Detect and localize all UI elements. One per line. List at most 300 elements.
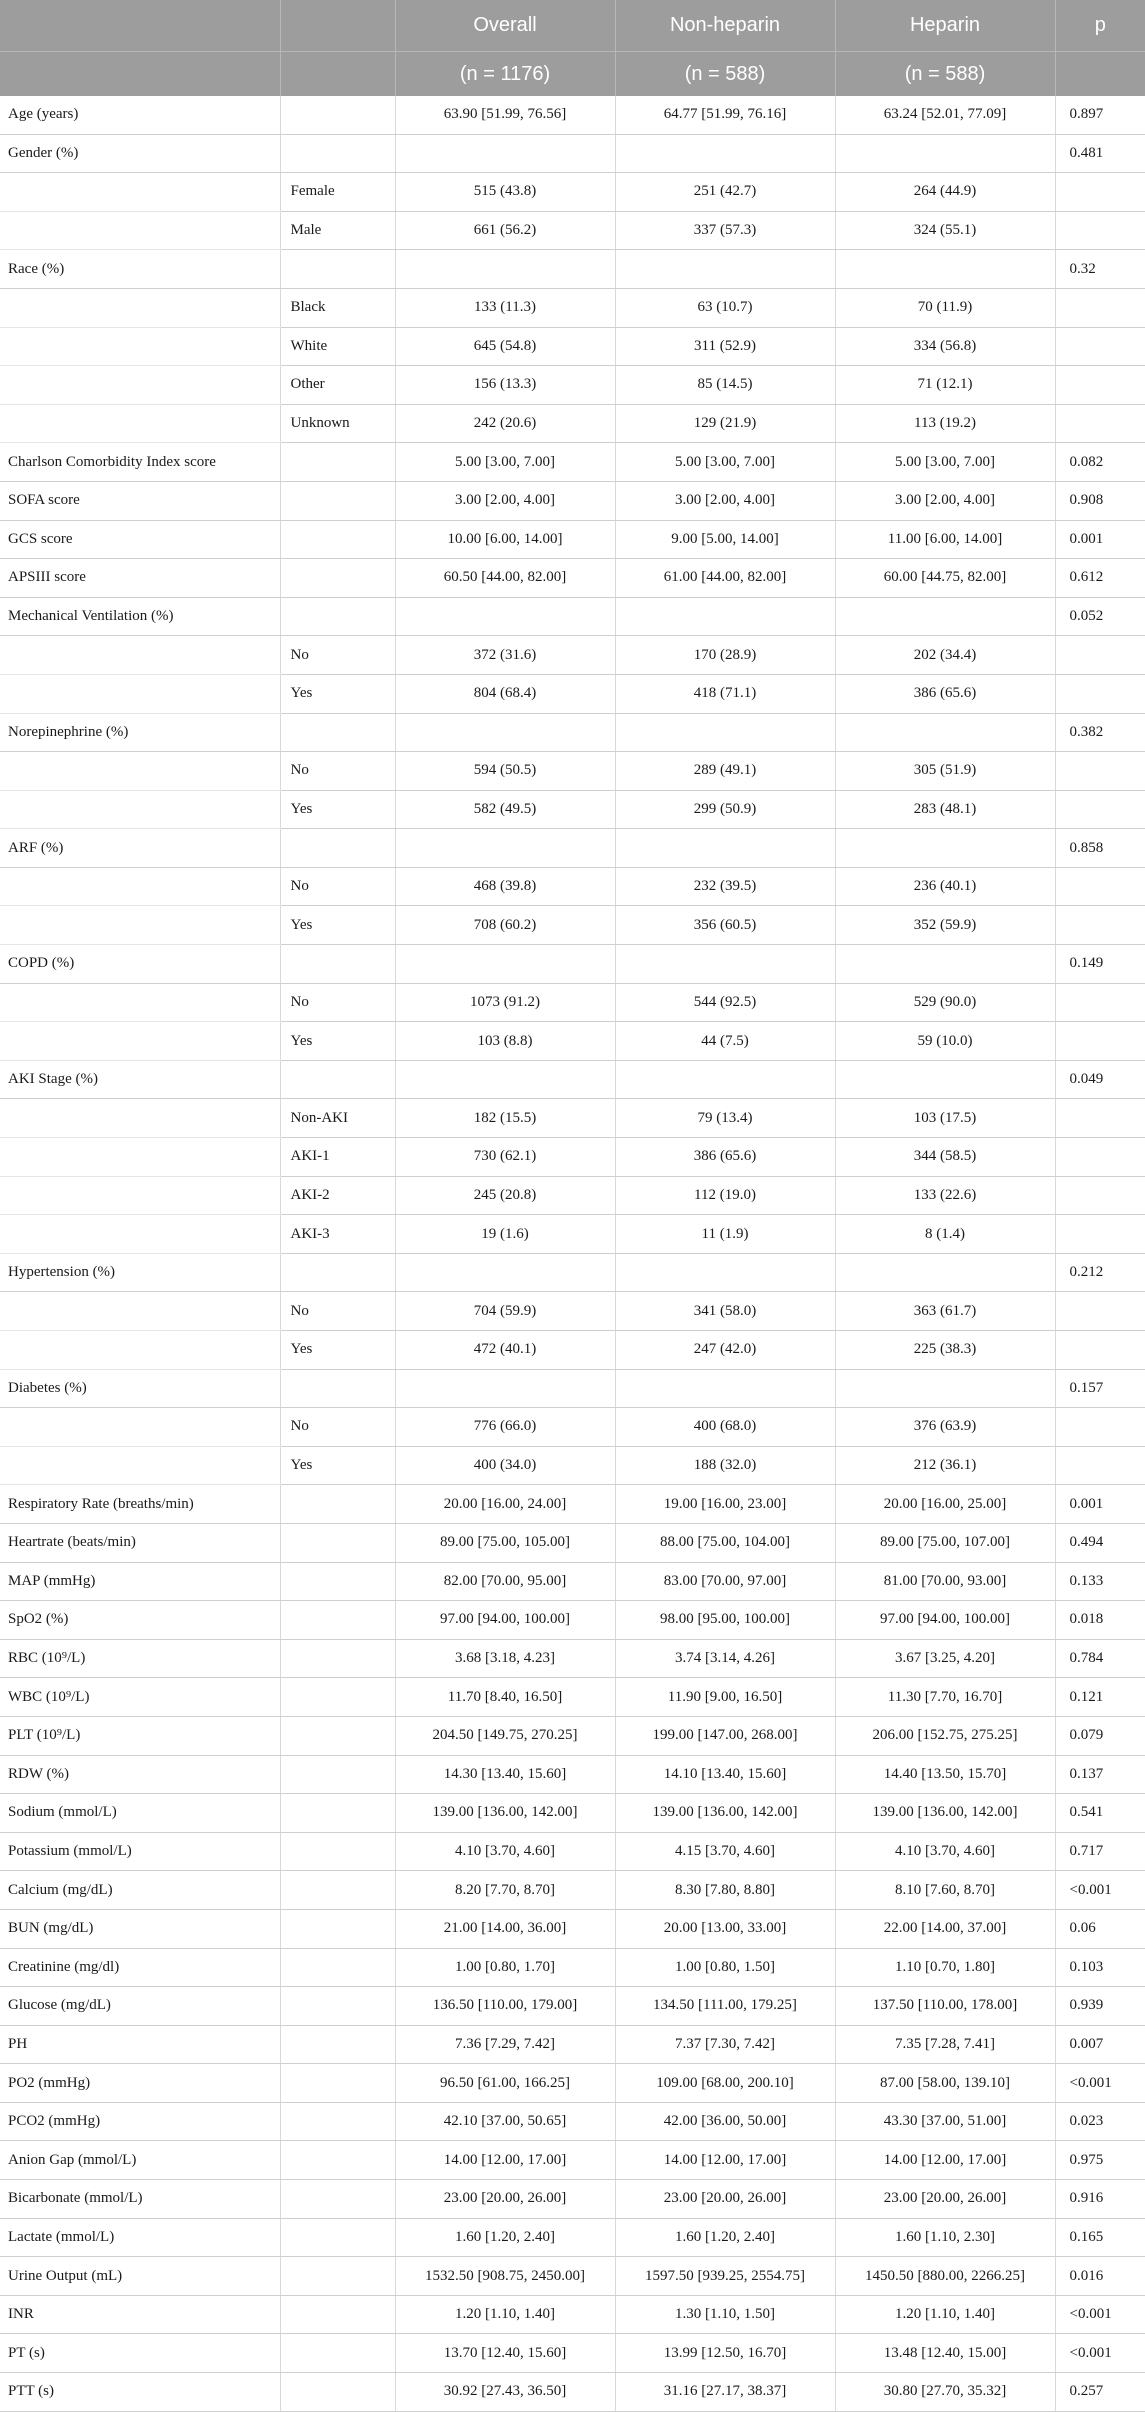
table-row — [0, 983, 1145, 1022]
row-heparin-value — [835, 1253, 1055, 1292]
row-variable: RBC (10⁹/L) — [0, 1639, 280, 1678]
row-heparin-value: 324 (55.1) — [835, 211, 1055, 250]
row-variable: GCS score — [0, 520, 280, 559]
row-overall-value: 63.90 [51.99, 76.56] — [395, 96, 615, 134]
row-overall-value: 776 (66.0) — [395, 1408, 615, 1447]
row-nonheparin-value: 8.30 [7.80, 8.80] — [615, 1871, 835, 1910]
header-n-level — [280, 52, 395, 97]
row-level — [280, 443, 395, 482]
row-overall-value: 4.10 [3.70, 4.60] — [395, 1832, 615, 1871]
table-row — [0, 173, 1145, 212]
row-level — [280, 2102, 395, 2141]
row-nonheparin-value: 199.00 [147.00, 268.00] — [615, 1716, 835, 1755]
row-nonheparin-value: 13.99 [12.50, 16.70] — [615, 2334, 835, 2373]
row-variable: ARF (%) — [0, 829, 280, 868]
row-p-value — [1055, 1446, 1145, 1485]
row-nonheparin-value: 341 (58.0) — [615, 1292, 835, 1331]
row-p-value: 0.32 — [1055, 250, 1145, 289]
row-p-value: 0.212 — [1055, 1253, 1145, 1292]
row-nonheparin-value: 3.00 [2.00, 4.00] — [615, 481, 835, 520]
row-p-value — [1055, 790, 1145, 829]
row-nonheparin-value: 11 (1.9) — [615, 1215, 835, 1254]
row-p-value — [1055, 1292, 1145, 1331]
row-heparin-value: 63.24 [52.01, 77.09] — [835, 96, 1055, 134]
row-level — [280, 1253, 395, 1292]
row-level: Yes — [280, 790, 395, 829]
row-heparin-value: 264 (44.9) — [835, 173, 1055, 212]
row-variable: Lactate (mmol/L) — [0, 2218, 280, 2257]
row-overall-value: 19 (1.6) — [395, 1215, 615, 1254]
row-p-value: 0.137 — [1055, 1755, 1145, 1794]
row-p-value — [1055, 906, 1145, 945]
header-heparin-n: (n = 588) — [835, 52, 1055, 97]
row-nonheparin-value: 63 (10.7) — [615, 288, 835, 327]
row-nonheparin-value: 88.00 [75.00, 104.00] — [615, 1523, 835, 1562]
table-row — [0, 134, 1145, 173]
row-nonheparin-value: 42.00 [36.00, 50.00] — [615, 2102, 835, 2141]
row-overall-value: 1532.50 [908.75, 2450.00] — [395, 2257, 615, 2296]
row-level — [280, 2025, 395, 2064]
row-variable — [0, 1331, 280, 1370]
header-overall-n: (n = 1176) — [395, 52, 615, 97]
row-heparin-value: 20.00 [16.00, 25.00] — [835, 1485, 1055, 1524]
row-level — [280, 945, 395, 984]
row-nonheparin-value: 5.00 [3.00, 7.00] — [615, 443, 835, 482]
row-p-value: 0.481 — [1055, 134, 1145, 173]
row-variable — [0, 211, 280, 250]
row-nonheparin-value: 112 (19.0) — [615, 1176, 835, 1215]
row-overall-value: 5.00 [3.00, 7.00] — [395, 443, 615, 482]
row-variable — [0, 1408, 280, 1447]
row-level — [280, 96, 395, 134]
row-heparin-value: 344 (58.5) — [835, 1138, 1055, 1177]
row-heparin-value: 22.00 [14.00, 37.00] — [835, 1909, 1055, 1948]
row-p-value: 0.165 — [1055, 2218, 1145, 2257]
row-level: AKI-1 — [280, 1138, 395, 1177]
row-overall-value: 14.30 [13.40, 15.60] — [395, 1755, 615, 1794]
row-variable — [0, 404, 280, 443]
row-level: No — [280, 1408, 395, 1447]
row-p-value: 0.717 — [1055, 1832, 1145, 1871]
header-overall: Overall — [395, 0, 615, 52]
row-variable: AKI Stage (%) — [0, 1060, 280, 1099]
row-level: Yes — [280, 1446, 395, 1485]
row-p-value: 0.016 — [1055, 2257, 1145, 2296]
row-p-value: 0.612 — [1055, 559, 1145, 598]
row-variable — [0, 1215, 280, 1254]
row-nonheparin-value: 61.00 [44.00, 82.00] — [615, 559, 835, 598]
row-overall-value: 139.00 [136.00, 142.00] — [395, 1794, 615, 1833]
row-nonheparin-value: 289 (49.1) — [615, 752, 835, 791]
row-variable: Sodium (mmol/L) — [0, 1794, 280, 1833]
row-heparin-value: 3.00 [2.00, 4.00] — [835, 481, 1055, 520]
row-heparin-value: 334 (56.8) — [835, 327, 1055, 366]
row-p-value: 0.975 — [1055, 2141, 1145, 2180]
table-row — [0, 906, 1145, 945]
row-level — [280, 829, 395, 868]
row-overall-value: 594 (50.5) — [395, 752, 615, 791]
row-variable — [0, 1099, 280, 1138]
row-p-value — [1055, 636, 1145, 675]
row-p-value: 0.157 — [1055, 1369, 1145, 1408]
row-variable: Gender (%) — [0, 134, 280, 173]
row-p-value: 0.018 — [1055, 1601, 1145, 1640]
row-overall-value: 515 (43.8) — [395, 173, 615, 212]
row-nonheparin-value: 64.77 [51.99, 76.16] — [615, 96, 835, 134]
row-heparin-value: 113 (19.2) — [835, 404, 1055, 443]
table-row — [0, 2025, 1145, 2064]
row-nonheparin-value: 85 (14.5) — [615, 366, 835, 405]
table-row — [0, 1601, 1145, 1640]
table-header — [0, 0, 1145, 96]
row-nonheparin-value: 188 (32.0) — [615, 1446, 835, 1485]
row-nonheparin-value: 299 (50.9) — [615, 790, 835, 829]
row-variable — [0, 327, 280, 366]
row-heparin-value: 202 (34.4) — [835, 636, 1055, 675]
row-p-value: 0.001 — [1055, 1485, 1145, 1524]
row-p-value — [1055, 867, 1145, 906]
row-level — [280, 559, 395, 598]
row-variable: PO2 (mmHg) — [0, 2064, 280, 2103]
row-heparin-value: 1450.50 [880.00, 2266.25] — [835, 2257, 1055, 2296]
table-row — [0, 752, 1145, 791]
row-heparin-value: 103 (17.5) — [835, 1099, 1055, 1138]
header-n-row — [0, 52, 1145, 97]
row-level — [280, 2257, 395, 2296]
row-variable: Anion Gap (mmol/L) — [0, 2141, 280, 2180]
row-p-value: 0.103 — [1055, 1948, 1145, 1987]
row-level: Yes — [280, 906, 395, 945]
table-row — [0, 211, 1145, 250]
row-level — [280, 713, 395, 752]
row-p-value — [1055, 327, 1145, 366]
table-row — [0, 2257, 1145, 2296]
row-overall-value: 645 (54.8) — [395, 327, 615, 366]
row-p-value: 0.001 — [1055, 520, 1145, 559]
row-heparin-value: 1.60 [1.10, 2.30] — [835, 2218, 1055, 2257]
row-variable — [0, 867, 280, 906]
table-row — [0, 1176, 1145, 1215]
row-heparin-value: 133 (22.6) — [835, 1176, 1055, 1215]
table-row — [0, 945, 1145, 984]
row-level — [280, 1987, 395, 2026]
row-level — [280, 2218, 395, 2257]
table-row — [0, 597, 1145, 636]
row-p-value — [1055, 1215, 1145, 1254]
row-nonheparin-value: 109.00 [68.00, 200.10] — [615, 2064, 835, 2103]
row-p-value: 0.916 — [1055, 2180, 1145, 2219]
row-level — [280, 520, 395, 559]
row-p-value: 0.06 — [1055, 1909, 1145, 1948]
row-variable: Glucose (mg/dL) — [0, 1987, 280, 2026]
row-variable: Hypertension (%) — [0, 1253, 280, 1292]
row-variable: Calcium (mg/dL) — [0, 1871, 280, 1910]
row-p-value — [1055, 173, 1145, 212]
table-row — [0, 481, 1145, 520]
row-heparin-value — [835, 1369, 1055, 1408]
row-overall-value — [395, 1060, 615, 1099]
row-nonheparin-value: 1.00 [0.80, 1.50] — [615, 1948, 835, 1987]
row-p-value — [1055, 1138, 1145, 1177]
row-overall-value: 245 (20.8) — [395, 1176, 615, 1215]
row-heparin-value — [835, 713, 1055, 752]
header-p-n — [1055, 52, 1145, 97]
table-row — [0, 2334, 1145, 2373]
row-nonheparin-value: 11.90 [9.00, 16.50] — [615, 1678, 835, 1717]
row-variable: SpO2 (%) — [0, 1601, 280, 1640]
row-overall-value: 30.92 [27.43, 36.50] — [395, 2373, 615, 2412]
row-level — [280, 134, 395, 173]
row-level — [280, 1909, 395, 1948]
row-heparin-value: 23.00 [20.00, 26.00] — [835, 2180, 1055, 2219]
row-level — [280, 1523, 395, 1562]
table-row — [0, 1948, 1145, 1987]
table-row — [0, 1253, 1145, 1292]
row-nonheparin-value: 1.60 [1.20, 2.40] — [615, 2218, 835, 2257]
row-overall-value — [395, 597, 615, 636]
row-level — [280, 1832, 395, 1871]
row-overall-value: 11.70 [8.40, 16.50] — [395, 1678, 615, 1717]
row-p-value — [1055, 674, 1145, 713]
header-row — [0, 0, 1145, 52]
row-heparin-value — [835, 134, 1055, 173]
row-p-value — [1055, 404, 1145, 443]
row-overall-value: 20.00 [16.00, 24.00] — [395, 1485, 615, 1524]
table-row — [0, 1138, 1145, 1177]
row-nonheparin-value: 247 (42.0) — [615, 1331, 835, 1370]
row-nonheparin-value: 20.00 [13.00, 33.00] — [615, 1909, 835, 1948]
row-overall-value — [395, 250, 615, 289]
row-nonheparin-value: 3.74 [3.14, 4.26] — [615, 1639, 835, 1678]
row-level — [280, 1716, 395, 1755]
table-row — [0, 2141, 1145, 2180]
row-level: Yes — [280, 1331, 395, 1370]
row-heparin-value: 70 (11.9) — [835, 288, 1055, 327]
table-row — [0, 2373, 1145, 2412]
row-level: Non-AKI — [280, 1099, 395, 1138]
row-overall-value: 89.00 [75.00, 105.00] — [395, 1523, 615, 1562]
header-heparin: Heparin — [835, 0, 1055, 52]
row-variable: COPD (%) — [0, 945, 280, 984]
row-nonheparin-value: 232 (39.5) — [615, 867, 835, 906]
row-heparin-value: 89.00 [75.00, 107.00] — [835, 1523, 1055, 1562]
table-row — [0, 1909, 1145, 1948]
row-nonheparin-value — [615, 597, 835, 636]
header-n-variable — [0, 52, 280, 97]
row-p-value — [1055, 983, 1145, 1022]
table-row — [0, 790, 1145, 829]
row-level — [280, 1871, 395, 1910]
table-body — [0, 96, 1145, 2411]
row-p-value: 0.897 — [1055, 96, 1145, 134]
row-overall-value: 103 (8.8) — [395, 1022, 615, 1061]
row-p-value — [1055, 752, 1145, 791]
row-level — [280, 1678, 395, 1717]
row-nonheparin-value: 1.30 [1.10, 1.50] — [615, 2295, 835, 2334]
row-overall-value: 42.10 [37.00, 50.65] — [395, 2102, 615, 2141]
row-heparin-value: 13.48 [12.40, 15.00] — [835, 2334, 1055, 2373]
row-p-value: 0.121 — [1055, 1678, 1145, 1717]
row-p-value: 0.133 — [1055, 1562, 1145, 1601]
row-p-value: 0.382 — [1055, 713, 1145, 752]
row-nonheparin-value — [615, 829, 835, 868]
row-overall-value: 1.60 [1.20, 2.40] — [395, 2218, 615, 2257]
row-p-value: 0.858 — [1055, 829, 1145, 868]
row-overall-value — [395, 1369, 615, 1408]
row-p-value: 0.257 — [1055, 2373, 1145, 2412]
row-nonheparin-value: 311 (52.9) — [615, 327, 835, 366]
row-nonheparin-value: 19.00 [16.00, 23.00] — [615, 1485, 835, 1524]
header-variable — [0, 0, 280, 52]
row-p-value: 0.784 — [1055, 1639, 1145, 1678]
row-heparin-value: 8.10 [7.60, 8.70] — [835, 1871, 1055, 1910]
row-level — [280, 481, 395, 520]
row-p-value — [1055, 1099, 1145, 1138]
row-overall-value: 730 (62.1) — [395, 1138, 615, 1177]
row-nonheparin-value: 9.00 [5.00, 14.00] — [615, 520, 835, 559]
row-nonheparin-value: 139.00 [136.00, 142.00] — [615, 1794, 835, 1833]
table-row — [0, 1331, 1145, 1370]
row-nonheparin-value: 83.00 [70.00, 97.00] — [615, 1562, 835, 1601]
row-overall-value: 468 (39.8) — [395, 867, 615, 906]
row-variable: Creatinine (mg/dl) — [0, 1948, 280, 1987]
table-row — [0, 674, 1145, 713]
row-heparin-value: 206.00 [152.75, 275.25] — [835, 1716, 1055, 1755]
row-level: AKI-2 — [280, 1176, 395, 1215]
row-nonheparin-value: 14.00 [12.00, 17.00] — [615, 2141, 835, 2180]
row-variable: PH — [0, 2025, 280, 2064]
row-overall-value — [395, 829, 615, 868]
row-p-value: 0.939 — [1055, 1987, 1145, 2026]
row-nonheparin-value — [615, 945, 835, 984]
header-level — [280, 0, 395, 52]
table-row — [0, 867, 1145, 906]
row-p-value — [1055, 1331, 1145, 1370]
table-row — [0, 1678, 1145, 1717]
row-overall-value: 97.00 [94.00, 100.00] — [395, 1601, 615, 1640]
table-row — [0, 1755, 1145, 1794]
row-variable: SOFA score — [0, 481, 280, 520]
row-overall-value: 7.36 [7.29, 7.42] — [395, 2025, 615, 2064]
row-heparin-value: 87.00 [58.00, 139.10] — [835, 2064, 1055, 2103]
row-nonheparin-value: 98.00 [95.00, 100.00] — [615, 1601, 835, 1640]
row-level — [280, 1755, 395, 1794]
row-heparin-value — [835, 597, 1055, 636]
row-p-value: 0.149 — [1055, 945, 1145, 984]
row-heparin-value — [835, 1060, 1055, 1099]
row-overall-value: 1073 (91.2) — [395, 983, 615, 1022]
row-variable: Bicarbonate (mmol/L) — [0, 2180, 280, 2219]
row-level: No — [280, 983, 395, 1022]
table-row — [0, 559, 1145, 598]
row-heparin-value: 11.00 [6.00, 14.00] — [835, 520, 1055, 559]
row-variable: Mechanical Ventilation (%) — [0, 597, 280, 636]
row-level: Yes — [280, 674, 395, 713]
table-row — [0, 250, 1145, 289]
row-variable: Heartrate (beats/min) — [0, 1523, 280, 1562]
row-level — [280, 1948, 395, 1987]
row-heparin-value: 212 (36.1) — [835, 1446, 1055, 1485]
row-overall-value — [395, 713, 615, 752]
row-level — [280, 1794, 395, 1833]
table-row — [0, 288, 1145, 327]
row-heparin-value: 30.80 [27.70, 35.32] — [835, 2373, 1055, 2412]
table-row — [0, 1215, 1145, 1254]
row-variable — [0, 983, 280, 1022]
row-heparin-value: 225 (38.3) — [835, 1331, 1055, 1370]
row-heparin-value: 352 (59.9) — [835, 906, 1055, 945]
row-variable — [0, 906, 280, 945]
row-overall-value: 3.00 [2.00, 4.00] — [395, 481, 615, 520]
row-p-value — [1055, 1408, 1145, 1447]
row-level: Female — [280, 173, 395, 212]
row-overall-value: 13.70 [12.40, 15.60] — [395, 2334, 615, 2373]
row-variable — [0, 366, 280, 405]
table-row — [0, 1871, 1145, 1910]
row-variable: Potassium (mmol/L) — [0, 1832, 280, 1871]
row-heparin-value: 283 (48.1) — [835, 790, 1055, 829]
row-variable: MAP (mmHg) — [0, 1562, 280, 1601]
row-variable: BUN (mg/dL) — [0, 1909, 280, 1948]
table-row — [0, 1794, 1145, 1833]
table-row — [0, 636, 1145, 675]
row-heparin-value: 8 (1.4) — [835, 1215, 1055, 1254]
row-nonheparin-value: 1597.50 [939.25, 2554.75] — [615, 2257, 835, 2296]
row-p-value: 0.023 — [1055, 2102, 1145, 2141]
row-heparin-value: 1.10 [0.70, 1.80] — [835, 1948, 1055, 1987]
row-heparin-value: 14.40 [13.50, 15.70] — [835, 1755, 1055, 1794]
row-overall-value: 3.68 [3.18, 4.23] — [395, 1639, 615, 1678]
table-row — [0, 1523, 1145, 1562]
row-p-value: 0.541 — [1055, 1794, 1145, 1833]
row-p-value: 0.007 — [1055, 2025, 1145, 2064]
row-nonheparin-value — [615, 1060, 835, 1099]
row-level — [280, 1485, 395, 1524]
row-heparin-value: 43.30 [37.00, 51.00] — [835, 2102, 1055, 2141]
row-variable — [0, 752, 280, 791]
row-overall-value: 10.00 [6.00, 14.00] — [395, 520, 615, 559]
row-variable: Charlson Comorbidity Index score — [0, 443, 280, 482]
row-variable: Respiratory Rate (breaths/min) — [0, 1485, 280, 1524]
row-nonheparin-value: 544 (92.5) — [615, 983, 835, 1022]
table-row — [0, 1369, 1145, 1408]
row-heparin-value — [835, 829, 1055, 868]
table-row — [0, 443, 1145, 482]
row-level: No — [280, 752, 395, 791]
row-heparin-value — [835, 250, 1055, 289]
row-p-value: 0.049 — [1055, 1060, 1145, 1099]
row-heparin-value: 1.20 [1.10, 1.40] — [835, 2295, 1055, 2334]
row-variable — [0, 1446, 280, 1485]
row-overall-value: 204.50 [149.75, 270.25] — [395, 1716, 615, 1755]
row-heparin-value: 59 (10.0) — [835, 1022, 1055, 1061]
table-row — [0, 1987, 1145, 2026]
table-row — [0, 1639, 1145, 1678]
row-heparin-value: 4.10 [3.70, 4.60] — [835, 1832, 1055, 1871]
row-overall-value: 472 (40.1) — [395, 1331, 615, 1370]
header-p: p — [1055, 0, 1145, 52]
row-nonheparin-value: 14.10 [13.40, 15.60] — [615, 1755, 835, 1794]
row-variable: Norepinephrine (%) — [0, 713, 280, 752]
row-p-value: 0.052 — [1055, 597, 1145, 636]
row-level — [280, 1369, 395, 1408]
row-overall-value: 242 (20.6) — [395, 404, 615, 443]
row-overall-value: 8.20 [7.70, 8.70] — [395, 1871, 615, 1910]
row-level — [280, 1601, 395, 1640]
row-overall-value: 60.50 [44.00, 82.00] — [395, 559, 615, 598]
row-p-value: 0.494 — [1055, 1523, 1145, 1562]
table-row — [0, 520, 1145, 559]
